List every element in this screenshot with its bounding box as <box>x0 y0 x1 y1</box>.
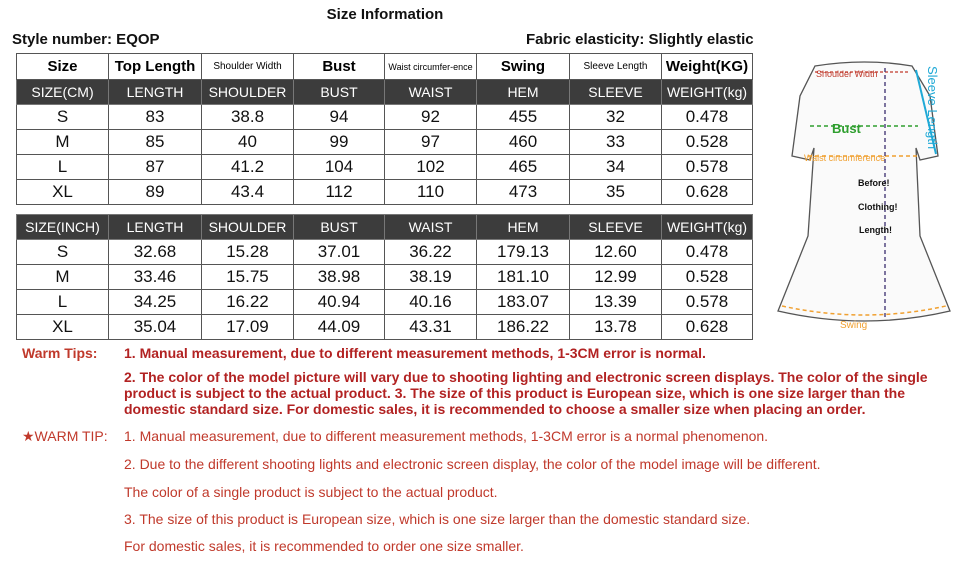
value-cell: 0.478 <box>662 240 753 265</box>
value-cell: 35 <box>570 180 662 205</box>
label-cell: LENGTH <box>109 80 202 105</box>
value-cell: 97 <box>385 130 477 155</box>
waist-label: Waist circumference <box>804 153 886 163</box>
table-row <box>17 180 753 205</box>
label-cell: SIZE(INCH) <box>17 215 109 240</box>
size-cell: S <box>17 105 109 130</box>
label-cell: SHOULDER <box>202 80 294 105</box>
value-cell: 102 <box>385 155 477 180</box>
value-cell: 36.22 <box>385 240 477 265</box>
value-cell: 15.28 <box>202 240 294 265</box>
label-cell: SHOULDER <box>202 215 294 240</box>
value-cell: 87 <box>109 155 202 180</box>
table-row <box>17 240 753 265</box>
warm-tips-label: Warm Tips: <box>22 345 98 361</box>
value-cell: 17.09 <box>202 315 294 340</box>
header-cell: Swing <box>477 54 570 80</box>
shoulder-label: Shoulder Width <box>816 69 878 79</box>
value-cell: 33.46 <box>109 265 202 290</box>
value-cell: 112 <box>294 180 385 205</box>
style-number: Style number: EQOP <box>12 31 160 48</box>
clothing-label: Clothing! <box>858 202 898 212</box>
table-row <box>17 265 753 290</box>
value-cell: 99 <box>294 130 385 155</box>
table-row <box>17 155 753 180</box>
header-cell: Sleeve Length <box>570 54 662 80</box>
value-cell: 92 <box>385 105 477 130</box>
table-row <box>17 130 753 155</box>
label-cell: WEIGHT(kg) <box>662 80 753 105</box>
value-cell: 16.22 <box>202 290 294 315</box>
value-cell: 455 <box>477 105 570 130</box>
size-cell: S <box>17 240 109 265</box>
value-cell: 183.07 <box>477 290 570 315</box>
value-cell: 35.04 <box>109 315 202 340</box>
value-cell: 13.39 <box>570 290 662 315</box>
label-cell: HEM <box>477 215 570 240</box>
label-cell: WEIGHT(kg) <box>662 215 753 240</box>
label-cell: HEM <box>477 80 570 105</box>
value-cell: 38.19 <box>385 265 477 290</box>
header-cell: Shoulder Width <box>202 54 294 80</box>
before-label: Before! <box>858 178 890 188</box>
length-label: Length! <box>859 225 892 235</box>
value-cell: 181.10 <box>477 265 570 290</box>
value-cell: 83 <box>109 105 202 130</box>
page-title: Size Information <box>326 6 444 23</box>
value-cell: 0.528 <box>662 130 753 155</box>
warm-tip-line: 2. Due to the different shooting lights and electronic screen display, the color of the model image will be different. <box>124 456 821 472</box>
header-cell: Weight(KG) <box>662 54 753 80</box>
dress-measurement-diagram <box>770 56 960 332</box>
header-cell: Size <box>17 54 109 80</box>
value-cell: 34 <box>570 155 662 180</box>
value-cell: 0.578 <box>662 290 753 315</box>
size-cell: XL <box>17 180 109 205</box>
size-cell: XL <box>17 315 109 340</box>
label-cell: SLEEVE <box>570 80 662 105</box>
value-cell: 43.4 <box>202 180 294 205</box>
warm-tip-line: 1. Manual measurement, due to different measurement methods, 1-3CM error is a normal phenomenon. <box>124 428 769 444</box>
label-cell: LENGTH <box>109 215 202 240</box>
size-table-cm <box>16 53 753 205</box>
value-cell: 33 <box>570 130 662 155</box>
value-cell: 89 <box>109 180 202 205</box>
value-cell: 460 <box>477 130 570 155</box>
value-cell: 186.22 <box>477 315 570 340</box>
warm-tip-line: 3. The size of this product is European size, which is one size larger than the domestic standard size. <box>124 511 751 527</box>
value-cell: 15.75 <box>202 265 294 290</box>
value-cell: 0.478 <box>662 105 753 130</box>
value-cell: 110 <box>385 180 477 205</box>
value-cell: 40 <box>202 130 294 155</box>
value-cell: 44.09 <box>294 315 385 340</box>
value-cell: 94 <box>294 105 385 130</box>
size-table-inch <box>16 214 753 340</box>
warm-tip-label: ★WARM TIP: <box>22 428 108 444</box>
value-cell: 34.25 <box>109 290 202 315</box>
header-cell: Bust <box>294 54 385 80</box>
sleeve-label: Sleeve Length <box>925 66 940 150</box>
value-cell: 0.628 <box>662 180 753 205</box>
value-cell: 37.01 <box>294 240 385 265</box>
unit-label-row <box>17 80 753 105</box>
value-cell: 85 <box>109 130 202 155</box>
warm-tip-1: 1. Manual measurement, due to different measurement methods, 1-3CM error is normal. <box>124 345 706 361</box>
value-cell: 0.528 <box>662 265 753 290</box>
header-cell: Waist circumfer-ence <box>385 54 477 80</box>
value-cell: 104 <box>294 155 385 180</box>
table-row <box>17 290 753 315</box>
warm-tip-line: For domestic sales, it is recommended to order one size smaller. <box>124 538 524 554</box>
table-row <box>17 105 753 130</box>
size-cell: M <box>17 130 109 155</box>
value-cell: 43.31 <box>385 315 477 340</box>
warm-tip-line: The color of a single product is subject to the actual product. <box>124 484 498 500</box>
value-cell: 41.2 <box>202 155 294 180</box>
unit-label-row <box>17 215 753 240</box>
table-row <box>17 315 753 340</box>
value-cell: 40.16 <box>385 290 477 315</box>
label-cell: SLEEVE <box>570 215 662 240</box>
header-cell: Top Length <box>109 54 202 80</box>
value-cell: 13.78 <box>570 315 662 340</box>
value-cell: 473 <box>477 180 570 205</box>
value-cell: 12.60 <box>570 240 662 265</box>
label-cell: SIZE(CM) <box>17 80 109 105</box>
value-cell: 38.98 <box>294 265 385 290</box>
table-header-row <box>17 54 753 80</box>
size-cell: L <box>17 290 109 315</box>
value-cell: 12.99 <box>570 265 662 290</box>
size-cell: M <box>17 265 109 290</box>
label-cell: BUST <box>294 80 385 105</box>
value-cell: 0.578 <box>662 155 753 180</box>
label-cell: BUST <box>294 215 385 240</box>
size-cell: L <box>17 155 109 180</box>
label-cell: WAIST <box>385 215 477 240</box>
value-cell: 32 <box>570 105 662 130</box>
value-cell: 40.94 <box>294 290 385 315</box>
bust-label: Bust <box>832 121 861 136</box>
swing-label: Swing <box>840 320 868 331</box>
value-cell: 0.628 <box>662 315 753 340</box>
fabric-elasticity: Fabric elasticity: Slightly elastic <box>526 31 754 48</box>
value-cell: 38.8 <box>202 105 294 130</box>
value-cell: 465 <box>477 155 570 180</box>
value-cell: 179.13 <box>477 240 570 265</box>
warm-tip-2: 2. The color of the model picture will vary due to shooting lighting and electronic screen displays. The color of the single product is subject to the actual product. 3. The size of this product is European size, which is one size larger than the domestic standard size. For domestic sales, it is recommended to choose a smaller size when placing an order. <box>124 369 928 417</box>
label-cell: WAIST <box>385 80 477 105</box>
value-cell: 32.68 <box>109 240 202 265</box>
